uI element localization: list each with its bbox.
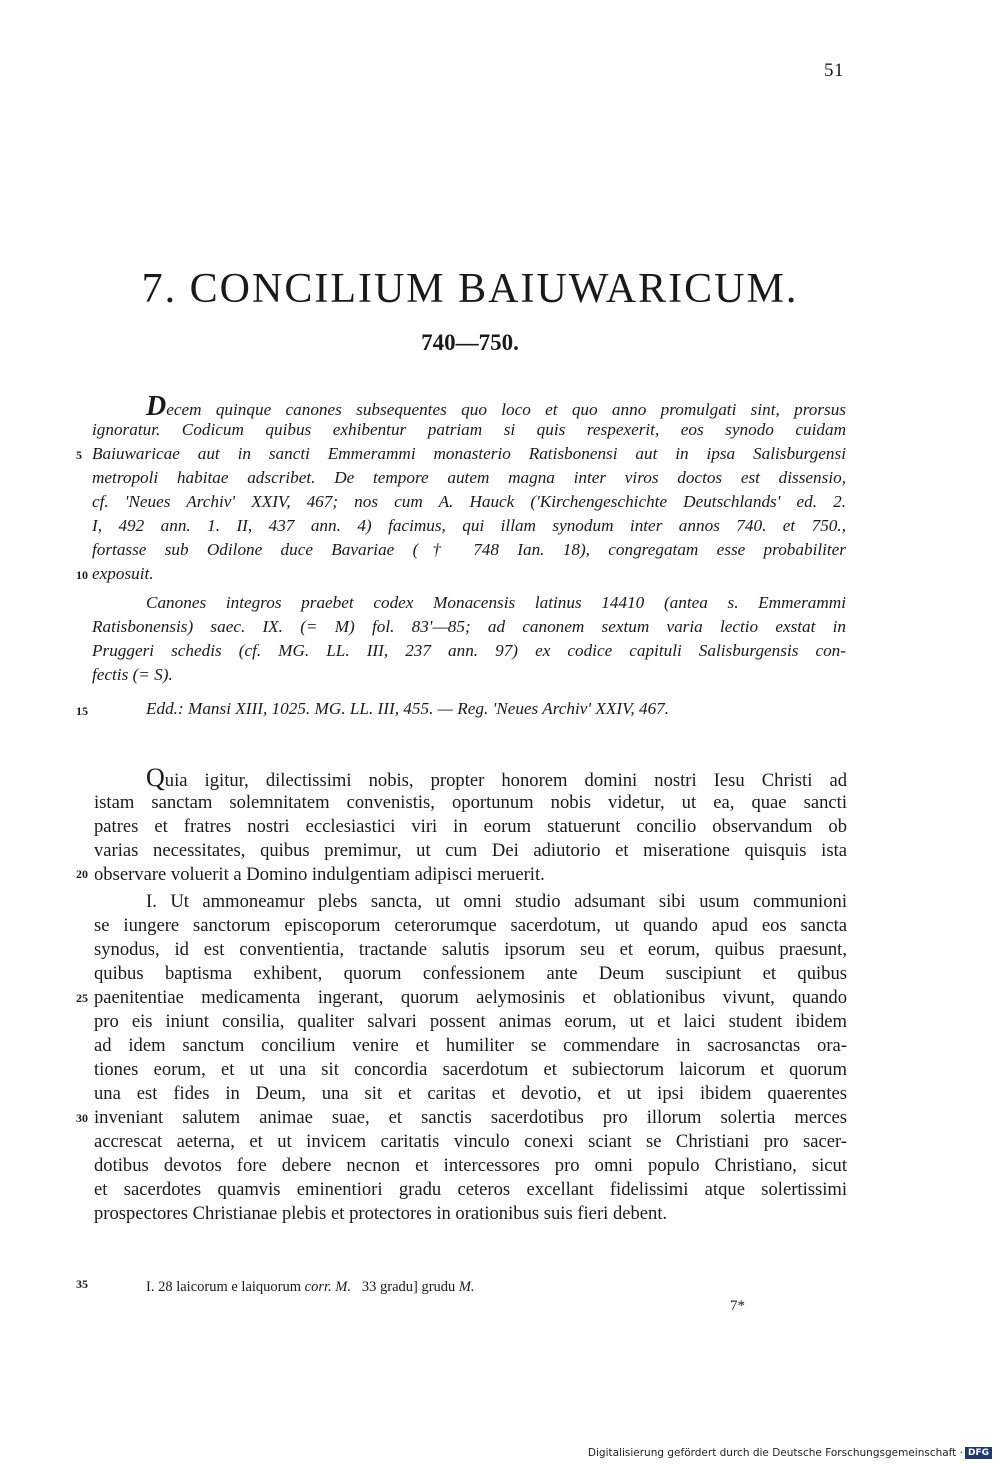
line-number: 5 xyxy=(76,448,82,462)
line-number: 15 xyxy=(76,704,88,718)
body-line: quibus baptisma exhibent, quorum confessionem ante Deum suscipiunt et quibus xyxy=(94,963,847,984)
intro-line: cf. 'Neues Archiv' XXIV, 467; nos cum A. Hauck ('Kirchengeschichte Deutschlands' ed. 2. xyxy=(92,492,846,511)
intro-line: Baiuwaricae aut in sancti Emmerammi monasterio Ratisbonensi aut in ipsa Salisburgensi xyxy=(92,444,846,463)
body-line: varias necessitates, quibus premimur, ut cum Dei adiutorio et miseratione quisquis ista xyxy=(94,840,847,861)
intro-line: fectis (= S). xyxy=(92,665,173,684)
editions-line: Edd.: Mansi XIII, 1025. MG. LL. III, 455. — Reg. 'Neues Archiv' XXIV, 467. xyxy=(146,699,670,718)
intro-line: Canones integros praebet codex Monacensis latinus 14410 (antea s. Emmerammi xyxy=(146,593,846,612)
intro-line: ignoratur. Codicum quibus exhibentur patriam si quis respexerit, eos synodo cuidam xyxy=(92,420,846,439)
body-line: istam sanctam solemnitatem convenistis, oportunum nobis videtur, ut ea, quae sancti xyxy=(94,792,847,813)
line-number: 10 xyxy=(76,568,88,582)
page-number: 51 xyxy=(824,60,844,81)
line-number: 25 xyxy=(76,991,88,1005)
body-line: una est fides in Deum, una sit et caritas et devotio, et ut ipsi ibidem quaerentes xyxy=(94,1083,847,1104)
body-line: synodus, id est conventientia, tractande salutis ipsorum seu et eorum, quibus praesunt, xyxy=(94,939,847,960)
dfg-logo: DFG xyxy=(965,1447,992,1459)
body-line: pro eis iniunt consilia, qualiter salvari possent animas eorum, ut et laici student ibidem xyxy=(94,1011,847,1032)
body-line: tiones eorum, et ut una sit concordia sacerdotum et subiectorum laicorum et quorum xyxy=(94,1059,847,1080)
credit-text: Digitalisierung gefördert durch die Deutsche Forschungsgemeinschaft · xyxy=(587,1447,963,1459)
body-line: et sacerdotes quamvis eminentiori gradu ceteros excellant fidelissimi atque solertissimi xyxy=(94,1179,847,1200)
intro-line: fortasse sub Odilone duce Bavariae († 748 Ian. 18), congregatam esse probabiliter xyxy=(92,540,846,559)
line-number: 30 xyxy=(76,1111,88,1125)
page-title: 7. CONCILIUM BAIUWARICUM. xyxy=(141,266,799,312)
body-line: inveniant salutem animae suae, et sanctis sacerdotibus pro illorum solertia merces xyxy=(94,1107,847,1128)
signature-mark: 7* xyxy=(730,1298,745,1314)
body-line: patres et fratres nostri ecclesiastici viri in eorum statuerunt concilio observandum ob xyxy=(94,816,847,837)
dropcap: D xyxy=(146,391,167,422)
line-number: 20 xyxy=(76,867,88,881)
body-line: dotibus devotos fore debere necnon et intercessores pro omni populo Christiano, sicut xyxy=(94,1155,847,1176)
intro-line: Ratisbonensis) saec. IX. (= M) fol. 83'—85; ad canonem sextum varia lectio exstat in xyxy=(92,617,846,636)
body-line: se iungere sanctorum episcoporum ceterorumque sacerdotum, ut quando apud eos sancta xyxy=(94,915,847,936)
canon-heading-line: I. Ut ammoneamur plebs sancta, ut omni studio adsumant sibi usum communioni xyxy=(146,891,847,912)
intro-line: exposuit. xyxy=(92,564,154,583)
body-line: Quia igitur, dilectissimi nobis, propter honorem domini nostri Iesu Christi ad xyxy=(146,763,847,792)
body-line: prospectores Christianae plebis et protectores in orationibus suis fieri debent. xyxy=(94,1203,668,1224)
body-line: paenitentiae medicamenta ingerant, quorum aelymosinis et oblationibus vivunt, quando xyxy=(94,987,847,1008)
intro-line: metropoli habitae adscribet. De tempore autem magna inter viros doctos est dissensio, xyxy=(92,468,846,487)
body-line: accrescat aeterna, et ut invicem caritatis vinculo conexi sciant se Christiani pro sacer- xyxy=(94,1131,847,1152)
intro-line: I, 492 ann. 1. II, 437 ann. 4) facimus, qui illam synodum inter annos 740. et 750., xyxy=(92,516,846,535)
dropcap: Q xyxy=(146,763,165,792)
body-line: observare voluerit a Domino indulgentiam adipisci meruerit. xyxy=(94,864,545,885)
intro-line: Pruggeri schedis (cf. MG. LL. III, 237 ann. 97) ex codice capituli Salisburgensis con- xyxy=(92,641,846,660)
footnote: I. 28 laicorum e laiquorum corr. M. 33 gradu] grudu M. xyxy=(146,1279,475,1295)
line-number: 35 xyxy=(76,1277,88,1291)
intro-line: Decem quinque canones subsequentes quo loco et quo anno promulgati sint, prorsus xyxy=(146,391,846,422)
digitization-credit xyxy=(588,1447,992,1459)
body-line: ad idem sanctum concilium venire et humiliter se commendare in sacrosanctas ora- xyxy=(94,1035,847,1056)
date-range: 740—750. xyxy=(421,330,519,355)
